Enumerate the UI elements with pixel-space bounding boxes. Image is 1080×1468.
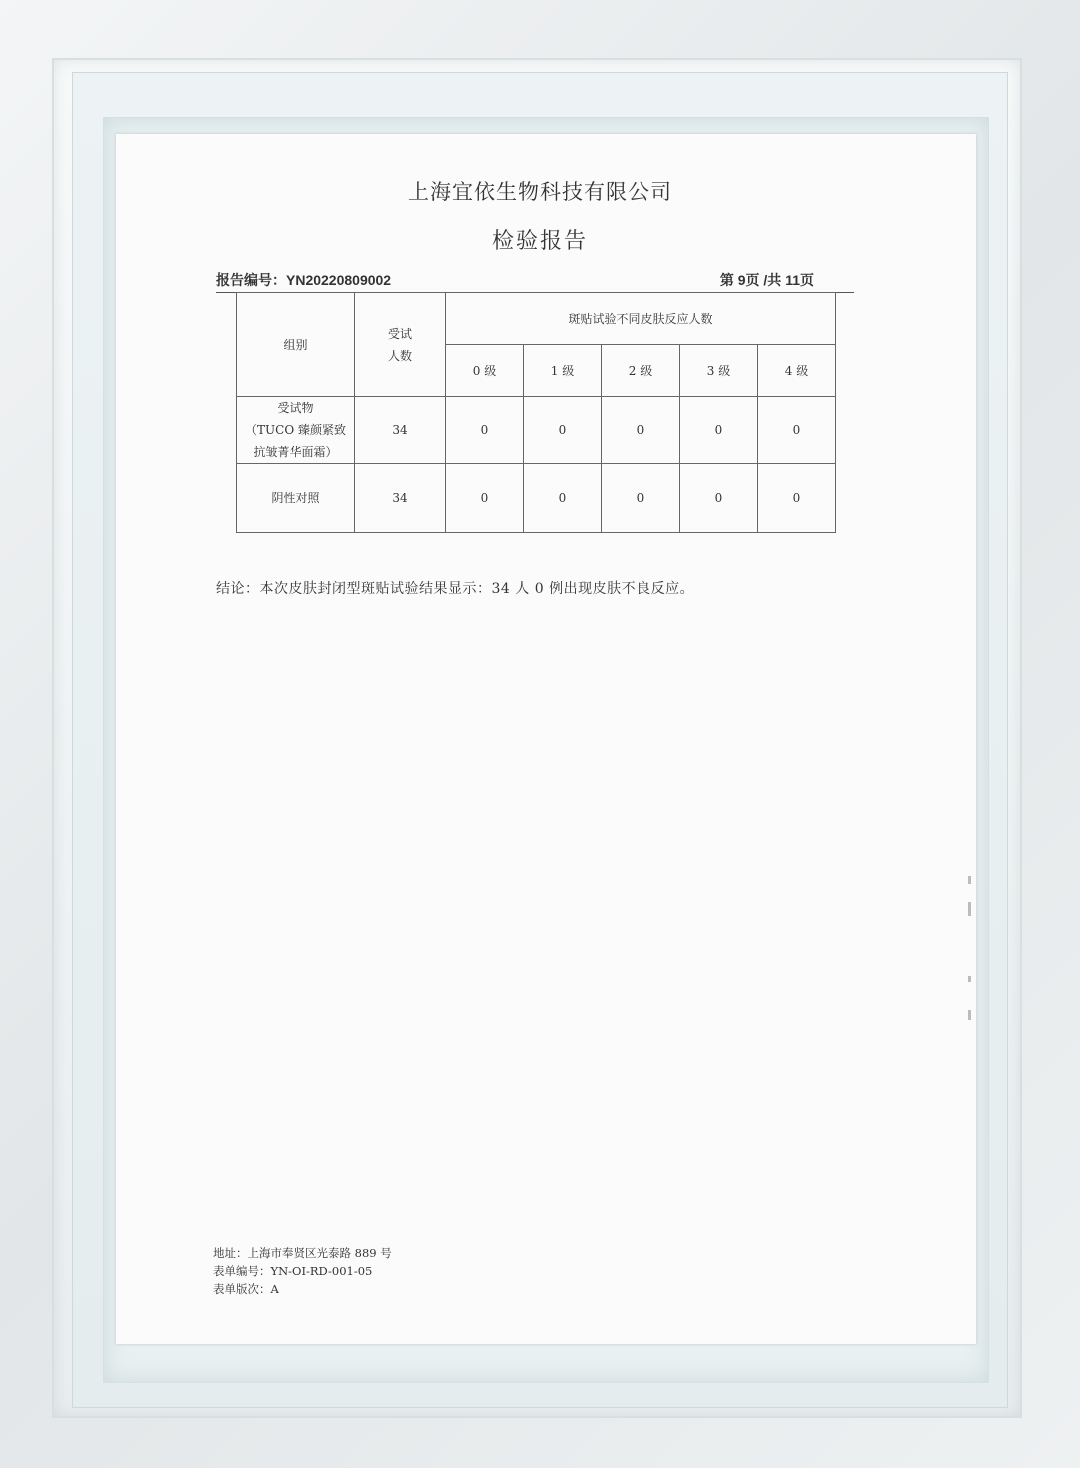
row-value: 0 — [758, 464, 836, 533]
report-meta-row — [216, 268, 854, 293]
report-number: 报告编号：YN20220809002 — [216, 272, 392, 288]
table-row — [237, 397, 836, 464]
row-group-line: 阴性对照 — [271, 491, 320, 505]
grade-header: 3 级 — [680, 345, 758, 397]
row-value: 0 — [602, 397, 680, 464]
document-footer — [213, 1244, 392, 1298]
row-group-line: 受试物 — [277, 401, 314, 415]
row-value: 0 — [446, 464, 524, 533]
header-subjects-line1: 受试 — [387, 326, 412, 341]
patch-test-table — [236, 292, 836, 533]
footer-address: 地址：上海市奉贤区光泰路 889 号 — [213, 1246, 392, 1260]
row-group-line: 抗皱菁华面霜） — [253, 445, 338, 459]
grade-header: 4 级 — [758, 345, 836, 397]
footer-form-version: 表单版次：A — [213, 1282, 279, 1296]
row-subjects: 34 — [355, 397, 446, 464]
row-value: 0 — [524, 464, 602, 533]
footer-form-number: 表单编号：YN-OI-RD-001-05 — [213, 1264, 373, 1278]
row-subjects: 34 — [355, 464, 446, 533]
row-value: 0 — [446, 397, 524, 464]
edge-speck — [968, 1010, 971, 1020]
header-group: 组别 — [237, 293, 355, 397]
report-title: 检验报告 — [491, 229, 588, 254]
row-value: 0 — [680, 464, 758, 533]
company-name: 上海宜依生物科技有限公司 — [408, 180, 672, 204]
header-subjects-line2: 人数 — [387, 348, 412, 363]
header-reaction: 斑贴试验不同皮肤反应人数 — [446, 293, 836, 345]
table-row — [237, 464, 836, 533]
header-subjects — [355, 293, 446, 397]
edge-speck — [968, 902, 971, 916]
edge-speck — [968, 976, 971, 982]
row-group — [237, 464, 355, 533]
grade-header: 2 级 — [602, 345, 680, 397]
row-group-line: （TUCO 臻颜紧致 — [245, 423, 346, 437]
edge-speck — [968, 876, 971, 884]
grade-header: 0 级 — [446, 345, 524, 397]
row-value: 0 — [680, 397, 758, 464]
row-value: 0 — [524, 397, 602, 464]
row-value: 0 — [758, 397, 836, 464]
row-group — [237, 397, 355, 464]
conclusion-text: 结论：本次皮肤封闭型斑贴试验结果显示：34 人 0 例出现皮肤不良反应。 — [216, 581, 695, 597]
page-indicator: 第 9页 /共 11页 — [719, 272, 814, 288]
grade-header: 1 级 — [524, 345, 602, 397]
row-value: 0 — [602, 464, 680, 533]
